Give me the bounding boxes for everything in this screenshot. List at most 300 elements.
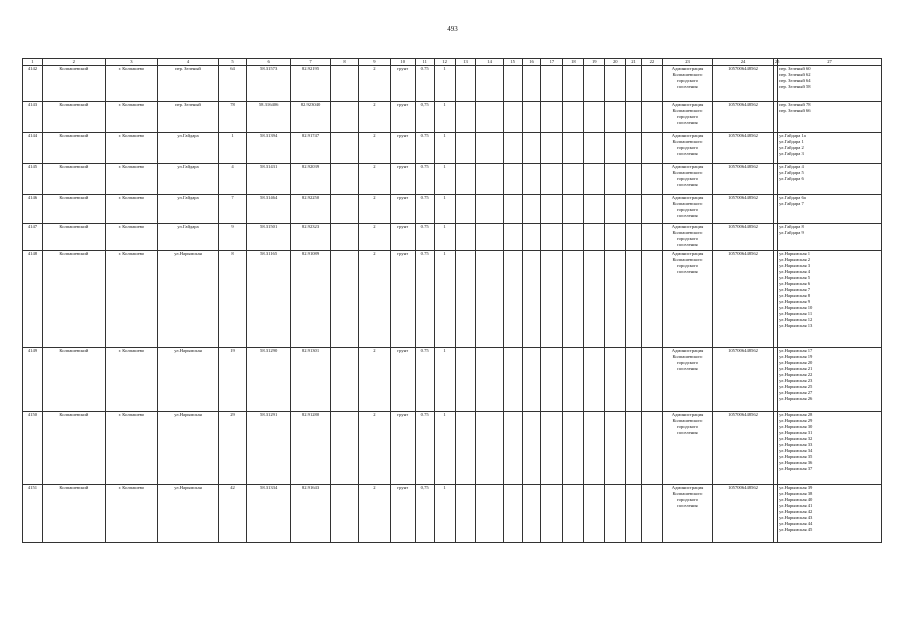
longitude-cell: 82.91280: [291, 412, 331, 485]
addresses-cell: [778, 195, 882, 224]
owner-cell-line: Администрация: [671, 224, 704, 229]
row-id: 4149: [23, 348, 43, 412]
empty-cell: [522, 195, 541, 224]
empty-cell: [641, 133, 662, 164]
addresses-cell-line: ул.Гайдара 8: [779, 224, 804, 229]
container-count-cell: 1: [434, 133, 455, 164]
header-cell: 6: [247, 59, 291, 66]
container-count-cell: 1: [434, 348, 455, 412]
number-cell: 4: [218, 164, 246, 195]
row-id: 4150: [23, 412, 43, 485]
empty-cell: [563, 102, 584, 133]
header-cell: 18: [563, 59, 584, 66]
empty-cell: [584, 195, 605, 224]
count-cell: 2: [359, 133, 390, 164]
owner-cell: [662, 164, 712, 195]
empty-cell: [605, 66, 626, 102]
row-id: 4151: [23, 485, 43, 543]
empty-cell: [584, 102, 605, 133]
addresses-cell: [778, 133, 882, 164]
addresses-cell-line: ул.Нарымская 17: [779, 348, 813, 353]
empty-cell: [563, 195, 584, 224]
addresses-cell-line: ул.Нарымская 8: [779, 293, 811, 298]
owner-cell-line: городского: [676, 360, 699, 365]
empty-cell: [641, 224, 662, 251]
empty-cell: [541, 251, 563, 348]
header-cell: 27: [778, 59, 882, 66]
row-id: 4148: [23, 251, 43, 348]
owner-cell-line: Администрация: [671, 195, 704, 200]
town-cell: г. Колпашево: [105, 66, 157, 102]
owner-cell-line: Колпашевского: [672, 418, 703, 423]
addresses-cell-line: ул.Гайдара 6: [779, 176, 804, 181]
empty-cell: [455, 164, 476, 195]
empty-cell: [455, 66, 476, 102]
empty-cell: [605, 412, 626, 485]
container-count-cell: 1: [434, 224, 455, 251]
longitude-cell: 82.92323: [291, 224, 331, 251]
empty-cell: [641, 164, 662, 195]
owner-cell-line: Колпашевского: [672, 201, 703, 206]
table-row: [23, 251, 882, 348]
container-count-cell: 1: [434, 251, 455, 348]
addresses-cell-line: ул.Нарымская 22: [779, 372, 813, 377]
empty-cell: [522, 224, 541, 251]
empty-cell: [605, 195, 626, 224]
empty-cell: [330, 195, 358, 224]
owner-cell: [662, 195, 712, 224]
street-cell: ул.Гайдара: [158, 133, 219, 164]
district-cell: Колпашевский: [42, 66, 105, 102]
district-cell: Колпашевский: [42, 195, 105, 224]
district-cell: Колпашевский: [42, 348, 105, 412]
table-row: [23, 348, 882, 412]
owner-cell-line: поселения: [677, 182, 698, 187]
table-body: [23, 66, 882, 543]
town-cell: г. Колпашево: [105, 412, 157, 485]
container-count-cell: 1: [434, 195, 455, 224]
street-cell: ул.Гайдара: [158, 164, 219, 195]
empty-cell: [522, 412, 541, 485]
owner-cell-line: Администрация: [671, 66, 704, 71]
owner-cell: [662, 251, 712, 348]
empty-cell: [541, 164, 563, 195]
owner-cell-line: городского: [676, 145, 699, 150]
empty-cell: [476, 66, 503, 102]
empty-cell: [455, 412, 476, 485]
container-count-cell: 1: [434, 164, 455, 195]
header-cell: 2: [42, 59, 105, 66]
register-table: [22, 58, 882, 543]
row-id: 4142: [23, 66, 43, 102]
header-cell: 24: [713, 59, 774, 66]
area-cell: 0.75: [415, 412, 434, 485]
district-cell: Колпашевский: [42, 485, 105, 543]
district-cell: Колпашевский: [42, 164, 105, 195]
owner-cell-line: городского: [676, 176, 699, 181]
latitude-cell: 58.31394: [247, 133, 291, 164]
empty-cell: [455, 348, 476, 412]
owner-cell-line: Колпашевского: [672, 230, 703, 235]
empty-cell: [330, 102, 358, 133]
empty-cell: [330, 412, 358, 485]
surface-cell: грунт: [390, 195, 415, 224]
count-cell: 2: [359, 66, 390, 102]
empty-cell: [522, 102, 541, 133]
addresses-cell: [778, 412, 882, 485]
empty-cell: [503, 102, 522, 133]
header-cell: 7: [291, 59, 331, 66]
empty-cell: [455, 251, 476, 348]
table-row: [23, 412, 882, 485]
owner-cell: [662, 412, 712, 485]
addresses-cell: [778, 251, 882, 348]
longitude-cell: 82.91747: [291, 133, 331, 164]
count-cell: 2: [359, 102, 390, 133]
area-cell: 0.75: [415, 251, 434, 348]
page-number: 493: [447, 25, 458, 33]
area-cell: 0.75: [415, 66, 434, 102]
empty-cell: [641, 412, 662, 485]
addresses-cell-line: ул.Гайдара 5: [779, 170, 804, 175]
header-cell: 23: [662, 59, 712, 66]
header-cell: 3: [105, 59, 157, 66]
header-cell: 11: [415, 59, 434, 66]
district-cell: Колпашевский: [42, 224, 105, 251]
area-cell: 0.75: [415, 195, 434, 224]
addresses-cell-line: пер. Зеленый 64: [779, 78, 811, 83]
area-cell: 0,75: [415, 485, 434, 543]
number-cell: 19: [218, 348, 246, 412]
surface-cell: грунт: [390, 133, 415, 164]
surface-cell: грунт: [390, 66, 415, 102]
header-cell: 22: [641, 59, 662, 66]
empty-cell: [641, 102, 662, 133]
longitude-cell: 82.923040: [291, 102, 331, 133]
addresses-cell-line: ул.Нарымская 33: [779, 442, 813, 447]
empty-cell: [503, 195, 522, 224]
addresses-cell-line: ул.Нарымская 32: [779, 436, 813, 441]
ogrn-cell: 1057006448562: [713, 133, 774, 164]
district-cell: Колпашевский: [42, 133, 105, 164]
number-cell: 78: [218, 102, 246, 133]
addresses-cell-line: ул.Нарымская 25: [779, 384, 813, 389]
addresses-cell-line: ул.Нарымская 35: [779, 454, 813, 459]
town-cell: г. Колпашево: [105, 251, 157, 348]
empty-cell: [541, 102, 563, 133]
empty-cell: [584, 224, 605, 251]
header-cell: 15: [503, 59, 522, 66]
town-cell: г. Колпашево: [105, 224, 157, 251]
header-cell: 17: [541, 59, 563, 66]
addresses-cell: [778, 66, 882, 102]
count-cell: 2: [359, 164, 390, 195]
area-cell: 0.75: [415, 133, 434, 164]
header-cell: 20: [605, 59, 626, 66]
empty-cell: [626, 102, 642, 133]
empty-cell: [563, 133, 584, 164]
addresses-cell: [778, 102, 882, 133]
number-cell: 1: [218, 133, 246, 164]
latitude-cell: 58.31573: [247, 66, 291, 102]
number-cell: 8: [218, 251, 246, 348]
empty-cell: [626, 412, 642, 485]
empty-cell: [522, 348, 541, 412]
empty-cell: [584, 164, 605, 195]
header-row: [23, 59, 882, 66]
empty-cell: [541, 195, 563, 224]
count-cell: 2: [359, 348, 390, 412]
addresses-cell-line: ул.Нарымская 11: [779, 311, 813, 316]
owner-cell-line: Колпашевского: [672, 108, 703, 113]
empty-cell: [584, 348, 605, 412]
table-row: [23, 66, 882, 102]
addresses-cell-line: ул.Нарымская 29: [779, 418, 813, 423]
owner-cell-line: Колпашевского: [672, 139, 703, 144]
row-id: 4145: [23, 164, 43, 195]
empty-cell: [476, 195, 503, 224]
owner-cell-line: Колпашевского: [672, 72, 703, 77]
addresses-cell-line: ул.Нарымская 7: [779, 287, 811, 292]
empty-cell: [605, 251, 626, 348]
empty-cell: [626, 66, 642, 102]
empty-cell: [522, 251, 541, 348]
header-cell: 8: [330, 59, 358, 66]
addresses-cell-line: ул.Нарымская 20: [779, 360, 813, 365]
empty-cell: [476, 224, 503, 251]
empty-cell: [584, 412, 605, 485]
empty-cell: [455, 485, 476, 543]
owner-cell-line: городского: [676, 236, 699, 241]
addresses-cell-line: ул.Нарымская 34: [779, 448, 813, 453]
empty-cell: [330, 66, 358, 102]
addresses-cell-line: ул.Нарымская 39: [779, 485, 813, 490]
owner-cell: [662, 485, 712, 543]
empty-cell: [605, 164, 626, 195]
empty-cell: [605, 133, 626, 164]
owner-cell-line: городского: [676, 207, 699, 212]
addresses-cell-line: ул.Нарымская 41: [779, 503, 813, 508]
header-cell: 25: [774, 59, 780, 64]
surface-cell: грунт: [390, 412, 415, 485]
ogrn-cell: 1057006448562: [713, 66, 774, 102]
addresses-cell-line: пер. Зеленый 62: [779, 72, 811, 77]
empty-cell: [641, 251, 662, 348]
addresses-cell-line: пер. Зеленый 58: [779, 84, 811, 89]
addresses-cell-line: ул.Гайдара 1а: [779, 133, 806, 138]
longitude-cell: 82.92195: [291, 66, 331, 102]
owner-cell: [662, 133, 712, 164]
count-cell: 2: [359, 195, 390, 224]
empty-cell: [541, 348, 563, 412]
addresses-cell-line: ул.Гайдара 2: [779, 145, 804, 150]
addresses-cell-line: ул.Нарымская 40: [779, 497, 813, 502]
header-cell: 10: [390, 59, 415, 66]
ogrn-cell: 1057006448562: [713, 195, 774, 224]
addresses-cell-line: ул.Нарымская 45: [779, 527, 813, 532]
addresses-cell-line: ул.Нарымская 23: [779, 378, 813, 383]
empty-cell: [641, 348, 662, 412]
owner-cell-line: Администрация: [671, 164, 704, 169]
addresses-cell-line: ул.Нарымская 28: [779, 412, 813, 417]
empty-cell: [626, 348, 642, 412]
district-cell: Колпашевский: [42, 412, 105, 485]
empty-cell: [626, 485, 642, 543]
owner-cell-line: поселения: [677, 503, 698, 508]
owner-cell-line: Администрация: [671, 412, 704, 417]
count-cell: 2: [359, 485, 390, 543]
row-id: 4144: [23, 133, 43, 164]
empty-cell: [330, 164, 358, 195]
longitude-cell: 82.91643: [291, 485, 331, 543]
surface-cell: грунт: [390, 485, 415, 543]
addresses-cell-line: ул.Нарымская 21: [779, 366, 813, 371]
header-cell: 1: [23, 59, 43, 66]
addresses-cell-line: ул.Гайдара 9: [779, 230, 804, 235]
empty-cell: [522, 485, 541, 543]
container-count-cell: 1: [434, 66, 455, 102]
empty-cell: [503, 485, 522, 543]
latitude-cell: 58.31165: [247, 251, 291, 348]
owner-cell-line: городского: [676, 114, 699, 119]
table-row: [23, 164, 882, 195]
row-id: 4146: [23, 195, 43, 224]
empty-cell: [476, 251, 503, 348]
addresses-cell-line: ул.Нарымская 12: [779, 317, 813, 322]
district-cell: Колпашевский: [42, 102, 105, 133]
empty-cell: [503, 348, 522, 412]
container-count-cell: 1: [434, 485, 455, 543]
surface-cell: грунт: [390, 164, 415, 195]
empty-cell: [455, 133, 476, 164]
empty-cell: [626, 195, 642, 224]
area-cell: 0.75: [415, 348, 434, 412]
owner-cell: [662, 66, 712, 102]
empty-cell: [455, 102, 476, 133]
empty-cell: [563, 485, 584, 543]
number-cell: 29: [218, 412, 246, 485]
area-cell: 0.75: [415, 224, 434, 251]
surface-cell: грунт: [390, 348, 415, 412]
empty-cell: [563, 412, 584, 485]
empty-cell: [584, 251, 605, 348]
empty-cell: [584, 485, 605, 543]
addresses-cell-line: пер. Зеленый 78: [779, 102, 811, 107]
empty-cell: [563, 251, 584, 348]
table-row: [23, 195, 882, 224]
empty-cell: [522, 133, 541, 164]
longitude-cell: 82.92039: [291, 164, 331, 195]
row-id: 4147: [23, 224, 43, 251]
empty-cell: [626, 133, 642, 164]
street-cell: ул.Нарымская: [158, 485, 219, 543]
owner-cell-line: поселения: [677, 242, 698, 247]
addresses-cell-line: ул.Нарымская 30: [779, 424, 813, 429]
addresses-cell-line: ул.Нарымская 43: [779, 515, 813, 520]
street-cell: ул.Гайдара: [158, 195, 219, 224]
empty-cell: [563, 224, 584, 251]
empty-cell: [503, 412, 522, 485]
empty-cell: [605, 224, 626, 251]
empty-cell: [626, 251, 642, 348]
empty-cell: [330, 224, 358, 251]
longitude-cell: 82.92250: [291, 195, 331, 224]
table-row: [23, 133, 882, 164]
header-cell: 9: [359, 59, 390, 66]
empty-cell: [541, 66, 563, 102]
owner-cell-line: городского: [676, 497, 699, 502]
number-cell: 42: [218, 485, 246, 543]
ogrn-cell: 1057006448562: [713, 224, 774, 251]
owner-cell-line: городского: [676, 263, 699, 268]
addresses-cell-line: ул.Нарымская 31: [779, 430, 813, 435]
header-cell: 4: [158, 59, 219, 66]
empty-cell: [541, 224, 563, 251]
count-cell: 2: [359, 412, 390, 485]
ogrn-cell: 1057006448562: [713, 164, 774, 195]
empty-cell: [503, 133, 522, 164]
town-cell: г. Колпашево: [105, 133, 157, 164]
number-cell: 7: [218, 195, 246, 224]
empty-cell: [503, 224, 522, 251]
surface-cell: грунт: [390, 102, 415, 133]
empty-cell: [563, 164, 584, 195]
empty-cell: [503, 251, 522, 348]
ogrn-cell: 1057006448562: [713, 412, 774, 485]
empty-cell: [641, 485, 662, 543]
street-cell: ул.Нарымская: [158, 412, 219, 485]
area-cell: 0.75: [415, 164, 434, 195]
addresses-cell-line: ул.Гайдара 6а: [779, 195, 806, 200]
table-row: [23, 102, 882, 133]
addresses-cell: [778, 164, 882, 195]
town-cell: г. Колпашево: [105, 485, 157, 543]
owner-cell-line: городского: [676, 424, 699, 429]
empty-cell: [476, 164, 503, 195]
latitude-cell: 58.31501: [247, 224, 291, 251]
addresses-cell-line: ул.Нарымская 4: [779, 269, 811, 274]
empty-cell: [605, 485, 626, 543]
latitude-cell: 58.31464: [247, 195, 291, 224]
empty-cell: [563, 348, 584, 412]
empty-cell: [476, 133, 503, 164]
header-cell: 19: [584, 59, 605, 66]
latitude-cell: 58.31334: [247, 485, 291, 543]
empty-cell: [584, 66, 605, 102]
empty-cell: [476, 102, 503, 133]
addresses-cell-line: ул.Нарымская 2: [779, 257, 811, 262]
count-cell: 2: [359, 251, 390, 348]
town-cell: г. Колпашево: [105, 164, 157, 195]
header-cell: 14: [476, 59, 503, 66]
owner-cell-line: Администрация: [671, 102, 704, 107]
empty-cell: [584, 133, 605, 164]
addresses-cell-line: пер. Зеленый 66: [779, 108, 811, 113]
owner-cell: [662, 348, 712, 412]
town-cell: г. Колпашево: [105, 195, 157, 224]
addresses-cell-line: ул.Нарымская 19: [779, 354, 813, 359]
header-cell: 13: [455, 59, 476, 66]
empty-cell: [476, 485, 503, 543]
addresses-cell-line: ул.Нарымская 36: [779, 460, 813, 465]
owner-cell-line: поселения: [677, 269, 698, 274]
container-count-cell: 1: [434, 102, 455, 133]
owner-cell-line: Администрация: [671, 133, 704, 138]
owner-cell-line: поселения: [677, 120, 698, 125]
empty-cell: [605, 102, 626, 133]
ogrn-cell: 1057006448562: [713, 485, 774, 543]
empty-cell: [641, 195, 662, 224]
